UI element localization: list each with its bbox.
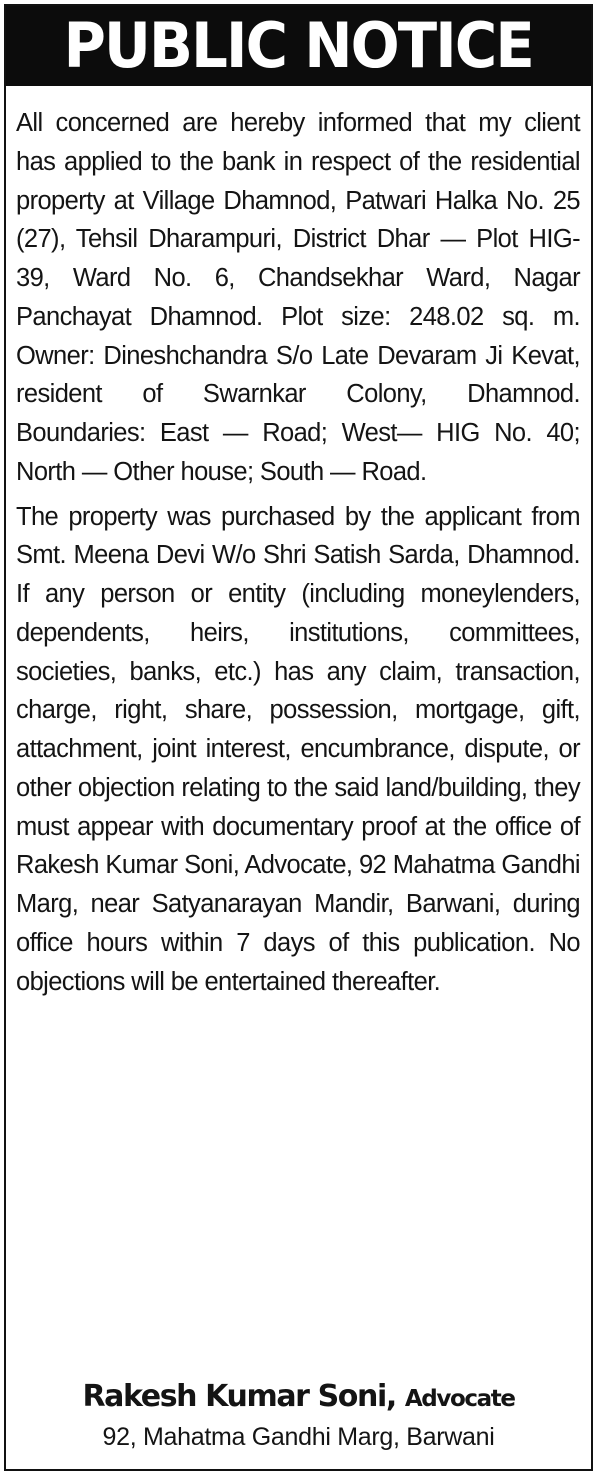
notice-banner <box>6 6 591 86</box>
notice-body <box>16 104 580 1001</box>
signature-line <box>6 1378 591 1418</box>
notice-paragraph-objections: The property was purchased by the applicant from Smt. Meena Devi W/o Shri Satish Sarda, Dhamnod. If any person or entity (including moneylenders, dependents, heirs, institutions, committees, societies, banks, etc.) has any claim, transaction, charge, right, share, possession, mortgage, gift, attachment, joint interest, encumbrance, dispute, or other objection relating to the said land/building, they must appear with documentary proof at the office of Rakesh Kumar Soni, Advocate, 92 Mahatma Gandhi Marg, near Satyanarayan Mandir, Barwani, during office hours within 7 days of this publication. No objections will be entertained thereafter. <box>16 502 580 996</box>
advocate-name: Rakesh Kumar Soni, <box>82 1379 396 1414</box>
advocate-address: 92, Mahatma Gandhi Marg, Barwani <box>102 1423 495 1451</box>
signature-block <box>6 1378 591 1456</box>
notice-title: PUBLIC NOTICE <box>63 9 534 82</box>
notice-paragraph-property: All concerned are hereby informed that my client has applied to the bank in respect of the residential property at Village Dhamnod, Patwari Halka No. 25 (27), Tehsil Dharampuri, District Dhar — Plot HIG-39, Ward No. 6, Chandsekhar Ward, Nagar Panchayat Dhamnod. Plot size: 248.02 sq. m. Owner: Dineshchandra S/o Late Devaram Ji Kevat, resident of Swarnkar Colony, Dhamnod. Boundaries: East — Road; West— HIG No. 40; North — Other house; South — Road. <box>16 109 580 486</box>
public-notice <box>4 4 593 1471</box>
advocate-title: Advocate <box>404 1386 515 1412</box>
